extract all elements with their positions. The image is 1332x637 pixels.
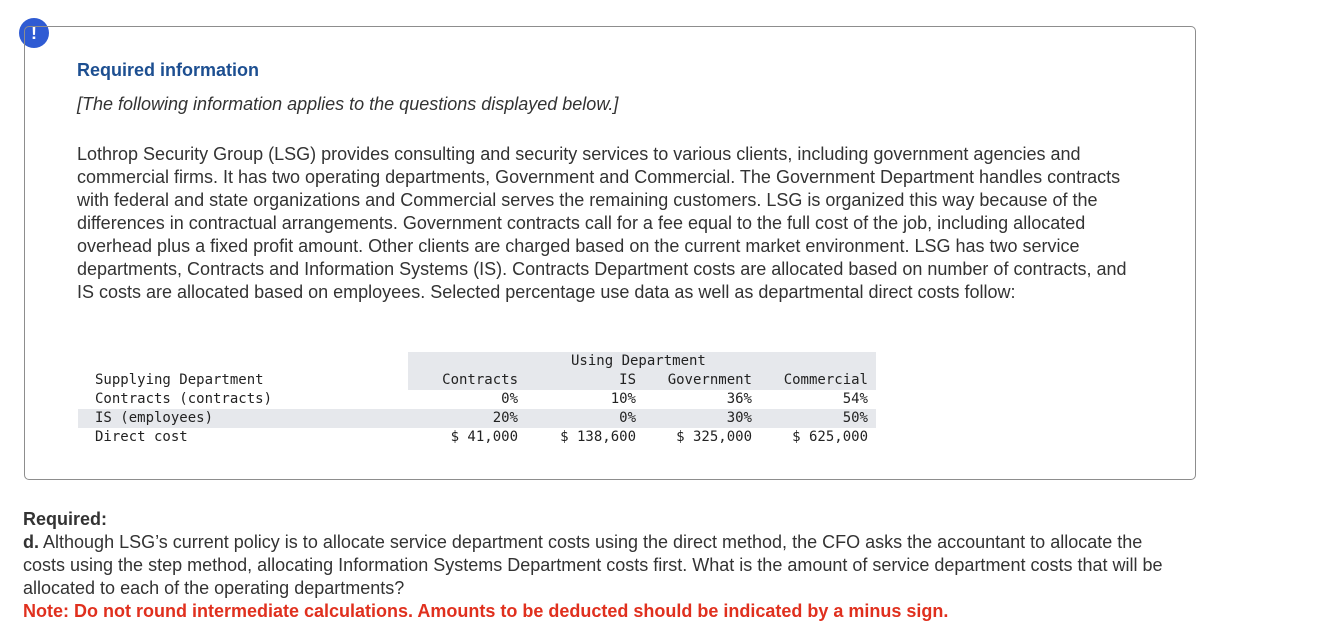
row-label: Contracts (contracts) — [95, 391, 273, 407]
table-cell: 36% — [726, 391, 752, 407]
column-header-commercial: Commercial — [783, 372, 868, 388]
required-section — [23, 508, 1163, 623]
table-cell: $ 325,000 — [676, 429, 752, 445]
table-cell: 0% — [501, 391, 518, 407]
row-label: Direct cost — [95, 429, 188, 445]
table-cell: 54% — [842, 391, 868, 407]
question-part-label: d. — [23, 532, 39, 552]
question-body: Although LSG’s current policy is to allocate service department costs using the direct method, the CFO asks the accountant to allocate the costs using the step method, allocating Information Systems Department costs first. What is the amount of service department costs that will be allocated to each of the operating departments? — [23, 532, 1163, 598]
supplying-department-header: Supplying Department — [95, 372, 264, 388]
table-row — [78, 428, 876, 447]
table-cell: $ 138,600 — [560, 429, 636, 445]
column-header-contracts: Contracts — [442, 372, 518, 388]
table-cell: $ 41,000 — [450, 429, 518, 445]
table-cell: $ 625,000 — [792, 429, 868, 445]
using-department-header: Using Department — [571, 353, 706, 369]
table-cell: 0% — [619, 410, 636, 426]
row-label: IS (employees) — [95, 410, 214, 426]
percentage-use-table — [78, 352, 876, 447]
table-row — [78, 409, 876, 428]
instruction-note: Note: Do not round intermediate calculations. Amounts to be deducted should be indicated by a minus sign. — [23, 601, 949, 621]
column-header-government: Government — [667, 372, 752, 388]
table-cell: 30% — [726, 410, 752, 426]
table-cell: 20% — [492, 410, 518, 426]
alert-icon: ! — [19, 18, 49, 48]
table-group-header-row — [78, 352, 876, 371]
required-heading: Required: — [23, 509, 108, 529]
table-cell: 10% — [610, 391, 636, 407]
info-paragraph: Lothrop Security Group (LSG) provides consulting and security services to various clients, including government agencies and commercial firms. It has two operating departments, Government and Commercial. The Government Department handles contracts with federal and state organizations and Commercial serves the remaining customers. LSG is organized this way because of the differences in contractual arrangements. Government contracts call for a fee equal to the full cost of the job, including allocated overhead plus a fixed profit amount. Other clients are charged based on the current market environment. LSG has two service departments, Contracts and Information Systems (IS). Contracts Department costs are allocated based on number of contracts, and IS costs are allocated based on employees. Selected percentage use data as well as departmental direct costs follow: — [77, 144, 1127, 302]
info-title: Required information — [77, 60, 260, 80]
table-cell: 50% — [842, 410, 868, 426]
column-header-is: IS — [619, 372, 636, 388]
info-subtitle: [The following information applies to the questions displayed below.] — [77, 94, 619, 114]
table-row — [78, 390, 876, 409]
table-header-row — [78, 371, 876, 390]
question-text — [23, 531, 1163, 600]
